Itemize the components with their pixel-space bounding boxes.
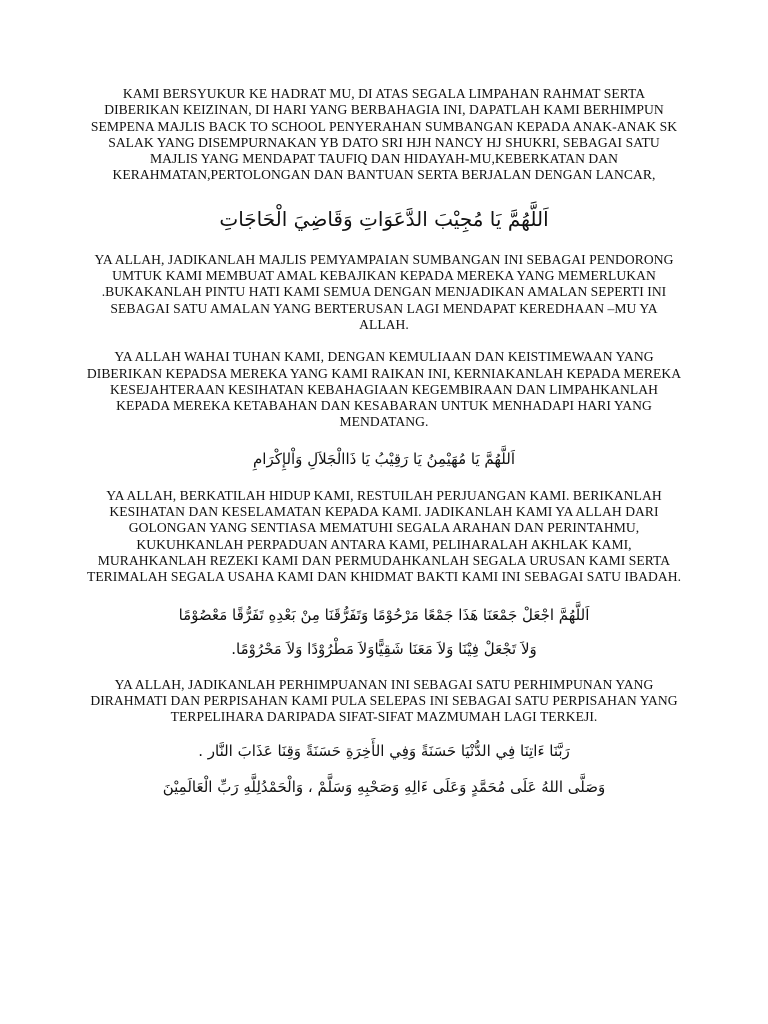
arabic-invocation-5: رَبَّنَا ءَاتِنَا فِي الدُّنْيَا حَسَنَةً وَفِي الأَخِرَةِ حَسَنَةً وَقِنَا عَذَابَ النَّار . <box>198 742 570 761</box>
arabic-invocation-4: وَلاَ تَجْعَلْ فِيْنَا وَلاَ مَعَنَا شَقِيًّاوَلاَ مَطْرُوْدًا وَلاَ مَحْرُوْمًا. <box>231 639 537 658</box>
document-page <box>86 86 682 799</box>
opening-paragraph: KAMI BERSYUKUR KE HADRAT MU, DI ATAS SEGALA LIMPAHAN RAHMAT SERTA DIBERIKAN KEIZINAN, DI HARI YANG BERBAHAGIA INI, DAPATLAH KAMI BERHIMPUN SEMPENA MAJLIS BACK TO SCHOOL PENYERAHAN SUMBANGAN KEPADA ANAK-ANAK SK SALAK YANG DISEMPURNAKAN YB DATO SRI HJH NANCY HJ SHUKRI, SEBAGAI SATU MAJLIS YANG MENDAPAT TAUFIQ DAN HIDAYAH-MU,KEBERKATAN DAN KERAHMATAN,PERTOLONGAN DAN BANTUAN SERTA BERJALAN DENGAN LANCAR, <box>90 86 678 183</box>
prayer-paragraph-3: YA ALLAH WAHAI TUHAN KAMI, DENGAN KEMULIAAN DAN KEISTIMEWAAN YANG DIBERIKAN KEPADSA MEREKA YANG KAMI RAIKAN INI, KERNIAKANLAH KEPADA MEREKA KESEJAHTERAAN KESIHATAN KEBAHAGIAAN KEGEMBIRAAN DAN LIMPAHKANLAH KEPADA MEREKA KETABAHAN DAN KESABARAN UNTUK MENHADAPI HARI YANG MENDATANG. <box>86 349 682 430</box>
arabic-invocation-3: اَللَّهُمَّ اجْعَلْ جَمْعَنَا هَذَا جَمْعًا مَرْحُوْمًا وَتَفَرُّقَنَا مِنْ بَعْدِهِ تَفَرُّقًا مَعْصُوْمًا <box>178 605 590 624</box>
arabic-invocation-2: اَللَّهُمَّ يَا مُهَيْمِنُ يَا رَقِيْبُ يَا ذَاالْجَلاَلِ وَاْلإِكْرَامِ <box>253 449 515 468</box>
arabic-invocation-1: اَللَّهُمَّ يَا مُجِيْبَ الدَّعَوَاتِ وَقَاضِيَ الْحَاجَاتِ <box>219 206 549 231</box>
arabic-closing-invocation: وَصَلَّى اللهُ عَلَى مُحَمَّدٍ وَعَلَى ءَالِهِ وَصَحْبِهِ وَسَلَّمْ ، وَالْحَمْدُلِلَّهِ رَبِّ الْعَالَمِيْنَ <box>162 778 606 797</box>
prayer-paragraph-4: YA ALLAH, BERKATILAH HIDUP KAMI, RESTUILAH PERJUANGAN KAMI. BERIKANLAH KESIHATAN DAN KESELAMATAN KEPADA KAMI. JADIKANLAH KAMI YA ALLAH DARI GOLONGAN YANG SENTIASA MEMATUHI SEGALA ARAHAN DAN PERINTAHMU, KUKUHKANLAH PERPADUAN ANTARA KAMI, PELIHARALAH AKHLAK KAMI, MURAHKANLAH REZEKI KAMI DAN PERMUDAHKANLAH SEGALA URUSAN KAMI SERTA TERIMALAH SEGALA USAHA KAMI DAN KHIDMAT BAKTI KAMI INI SEBAGAI SATU IBADAH. <box>86 487 682 585</box>
prayer-paragraph-2: YA ALLAH, JADIKANLAH MAJLIS PEMYAMPAIAN SUMBANGAN INI SEBAGAI PENDORONG UMTUK KAMI MEMBUAT AMAL KEBAJIKAN KEPADA MEREKA YANG MEMERLUKAN .BUKAKANLAH PINTU HATI KAMI SEMUA DENGAN MENJADIKAN AMALAN SEPERTI INI SEBAGAI SATU AMALAN YANG BERTERUSAN LAGI MENDAPAT KEREDHAAN –MU YA ALLAH. <box>94 251 674 332</box>
prayer-paragraph-5: YA ALLAH, JADIKANLAH PERHIMPUANAN INI SEBAGAI SATU PERHIMPUNAN YANG DIRAHMATI DAN PERPISAHAN KAMI PULA SELEPAS INI SEBAGAI SATU PERPISAHAN YANG TERPELIHARA DARIPADA SIFAT-SIFAT MAZMUMAH LAGI TERKEJI. <box>90 676 678 725</box>
